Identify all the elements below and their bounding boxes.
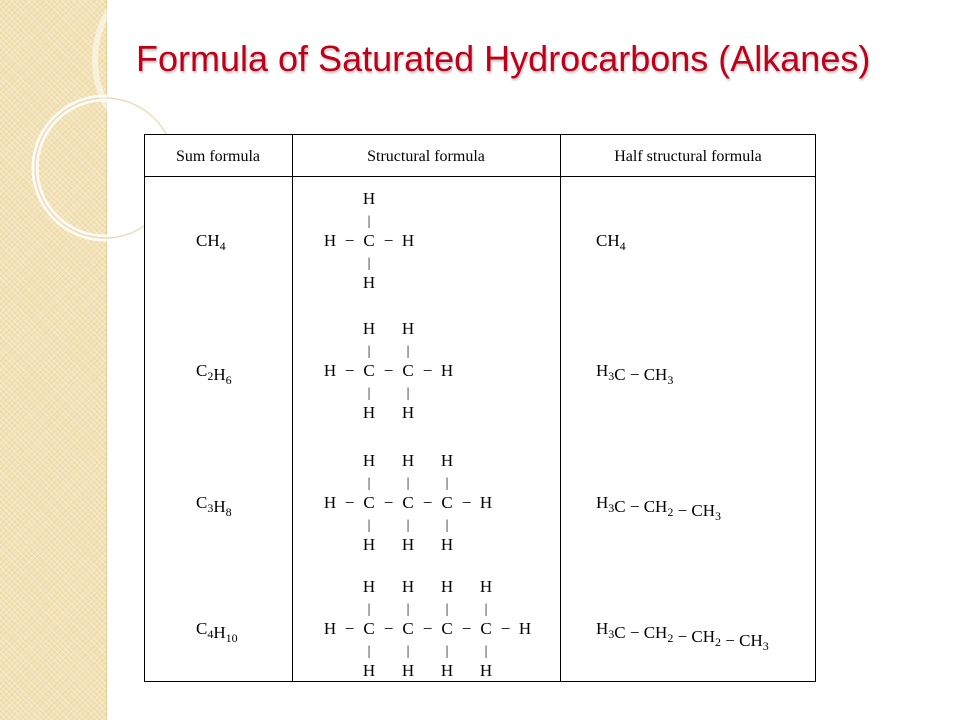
sum-formula-row-3: $C_3H_8$ <box>196 493 232 519</box>
bond-row-1: − <box>344 231 355 250</box>
half-structural-formula-row-3: $H_3C - CH_2 - CH_3$ <box>596 493 722 523</box>
bond-row-1: − <box>383 231 394 250</box>
bottom-h-row-4: H <box>362 661 376 680</box>
bond-row-2: − <box>422 361 433 380</box>
top-h-row-4: H <box>479 577 493 596</box>
top-h-row-3: H <box>440 451 454 470</box>
bottom-h-row-3: H <box>401 535 415 554</box>
vbond-bottom-row-3: | <box>406 518 410 533</box>
structural-right-h-row-3: H <box>479 493 493 512</box>
bond-row-2: − <box>383 361 394 380</box>
vbond-bottom-row-3: | <box>367 518 371 533</box>
carbon-row-4: C <box>480 619 492 638</box>
top-h-row-4: H <box>401 577 415 596</box>
structural-left-h-row-4: H <box>323 619 337 638</box>
carbon-row-3: C <box>363 493 375 512</box>
structural-right-h-row-1: H <box>401 231 415 250</box>
carbon-row-2: C <box>363 361 375 380</box>
header-0: Sum formula <box>176 148 260 165</box>
bond-row-3: − <box>344 493 355 512</box>
vbond-top-row-3: | <box>445 476 449 491</box>
half-structural-formula-row-2: $H_3C - CH_3$ <box>596 361 674 387</box>
vbond-top-row-2: | <box>367 344 371 359</box>
slide-title: Formula of Saturated Hydrocarbons (Alkanes) <box>136 38 871 79</box>
bottom-h-row-4: H <box>440 661 454 680</box>
top-h-row-3: H <box>401 451 415 470</box>
vbond-bottom-row-2: | <box>367 386 371 401</box>
vbond-bottom-row-4: | <box>367 644 371 659</box>
structural-right-h-row-4: H <box>518 619 532 638</box>
bond-row-2: − <box>344 361 355 380</box>
carbon-row-3: C <box>402 493 414 512</box>
vbond-top-row-3: | <box>367 476 371 491</box>
half-structural-formula-row-4: $H_3C - CH_2 - CH_2 - CH_3$ <box>596 619 769 653</box>
bottom-h-row-3: H <box>440 535 454 554</box>
bottom-h-row-1: H <box>362 273 376 292</box>
vbond-top-row-4: | <box>445 602 449 617</box>
vbond-bottom-row-1: | <box>367 256 371 271</box>
bottom-h-row-4: H <box>401 661 415 680</box>
bond-row-3: − <box>422 493 433 512</box>
structural-left-h-row-1: H <box>323 231 337 250</box>
alkane-formula-table <box>144 134 818 686</box>
vbond-bottom-row-4: | <box>406 644 410 659</box>
bond-row-3: − <box>461 493 472 512</box>
bottom-h-row-4: H <box>479 661 493 680</box>
header-2: Half structural formula <box>614 148 762 165</box>
sum-formula-row-1: $CH_4$ <box>196 231 226 253</box>
vbond-top-row-3: | <box>406 476 410 491</box>
bond-row-4: − <box>500 619 511 638</box>
top-h-row-1: H <box>362 189 376 208</box>
vbond-top-row-4: | <box>406 602 410 617</box>
bond-row-4: − <box>461 619 472 638</box>
vbond-bottom-row-2: | <box>406 386 410 401</box>
vbond-bottom-row-4: | <box>445 644 449 659</box>
vbond-bottom-row-3: | <box>445 518 449 533</box>
top-h-row-3: H <box>362 451 376 470</box>
top-h-row-4: H <box>440 577 454 596</box>
structural-right-h-row-2: H <box>440 361 454 380</box>
carbon-row-1: C <box>363 231 375 250</box>
vbond-bottom-row-4: | <box>484 644 488 659</box>
carbon-row-4: C <box>441 619 453 638</box>
header-1: Structural formula <box>367 148 485 165</box>
carbon-row-3: C <box>441 493 453 512</box>
carbon-row-4: C <box>363 619 375 638</box>
bottom-h-row-3: H <box>362 535 376 554</box>
bond-row-4: − <box>422 619 433 638</box>
vbond-top-row-2: | <box>406 344 410 359</box>
bond-row-4: − <box>344 619 355 638</box>
structural-left-h-row-3: H <box>323 493 337 512</box>
sum-formula-row-4: $C_4H_{10}$ <box>196 619 238 645</box>
carbon-row-4: C <box>402 619 414 638</box>
structural-left-h-row-2: H <box>323 361 337 380</box>
vbond-top-row-4: | <box>367 602 371 617</box>
bottom-h-row-2: H <box>401 403 415 422</box>
vbond-top-row-1: | <box>367 214 371 229</box>
top-h-row-2: H <box>362 319 376 338</box>
sum-formula-row-2: $C_2H_6$ <box>196 361 232 387</box>
carbon-row-2: C <box>402 361 414 380</box>
bond-row-3: − <box>383 493 394 512</box>
bottom-h-row-2: H <box>362 403 376 422</box>
vbond-top-row-4: | <box>484 602 488 617</box>
bond-row-4: − <box>383 619 394 638</box>
top-h-row-4: H <box>362 577 376 596</box>
half-structural-formula-row-1: $CH_4$ <box>596 231 626 253</box>
top-h-row-2: H <box>401 319 415 338</box>
